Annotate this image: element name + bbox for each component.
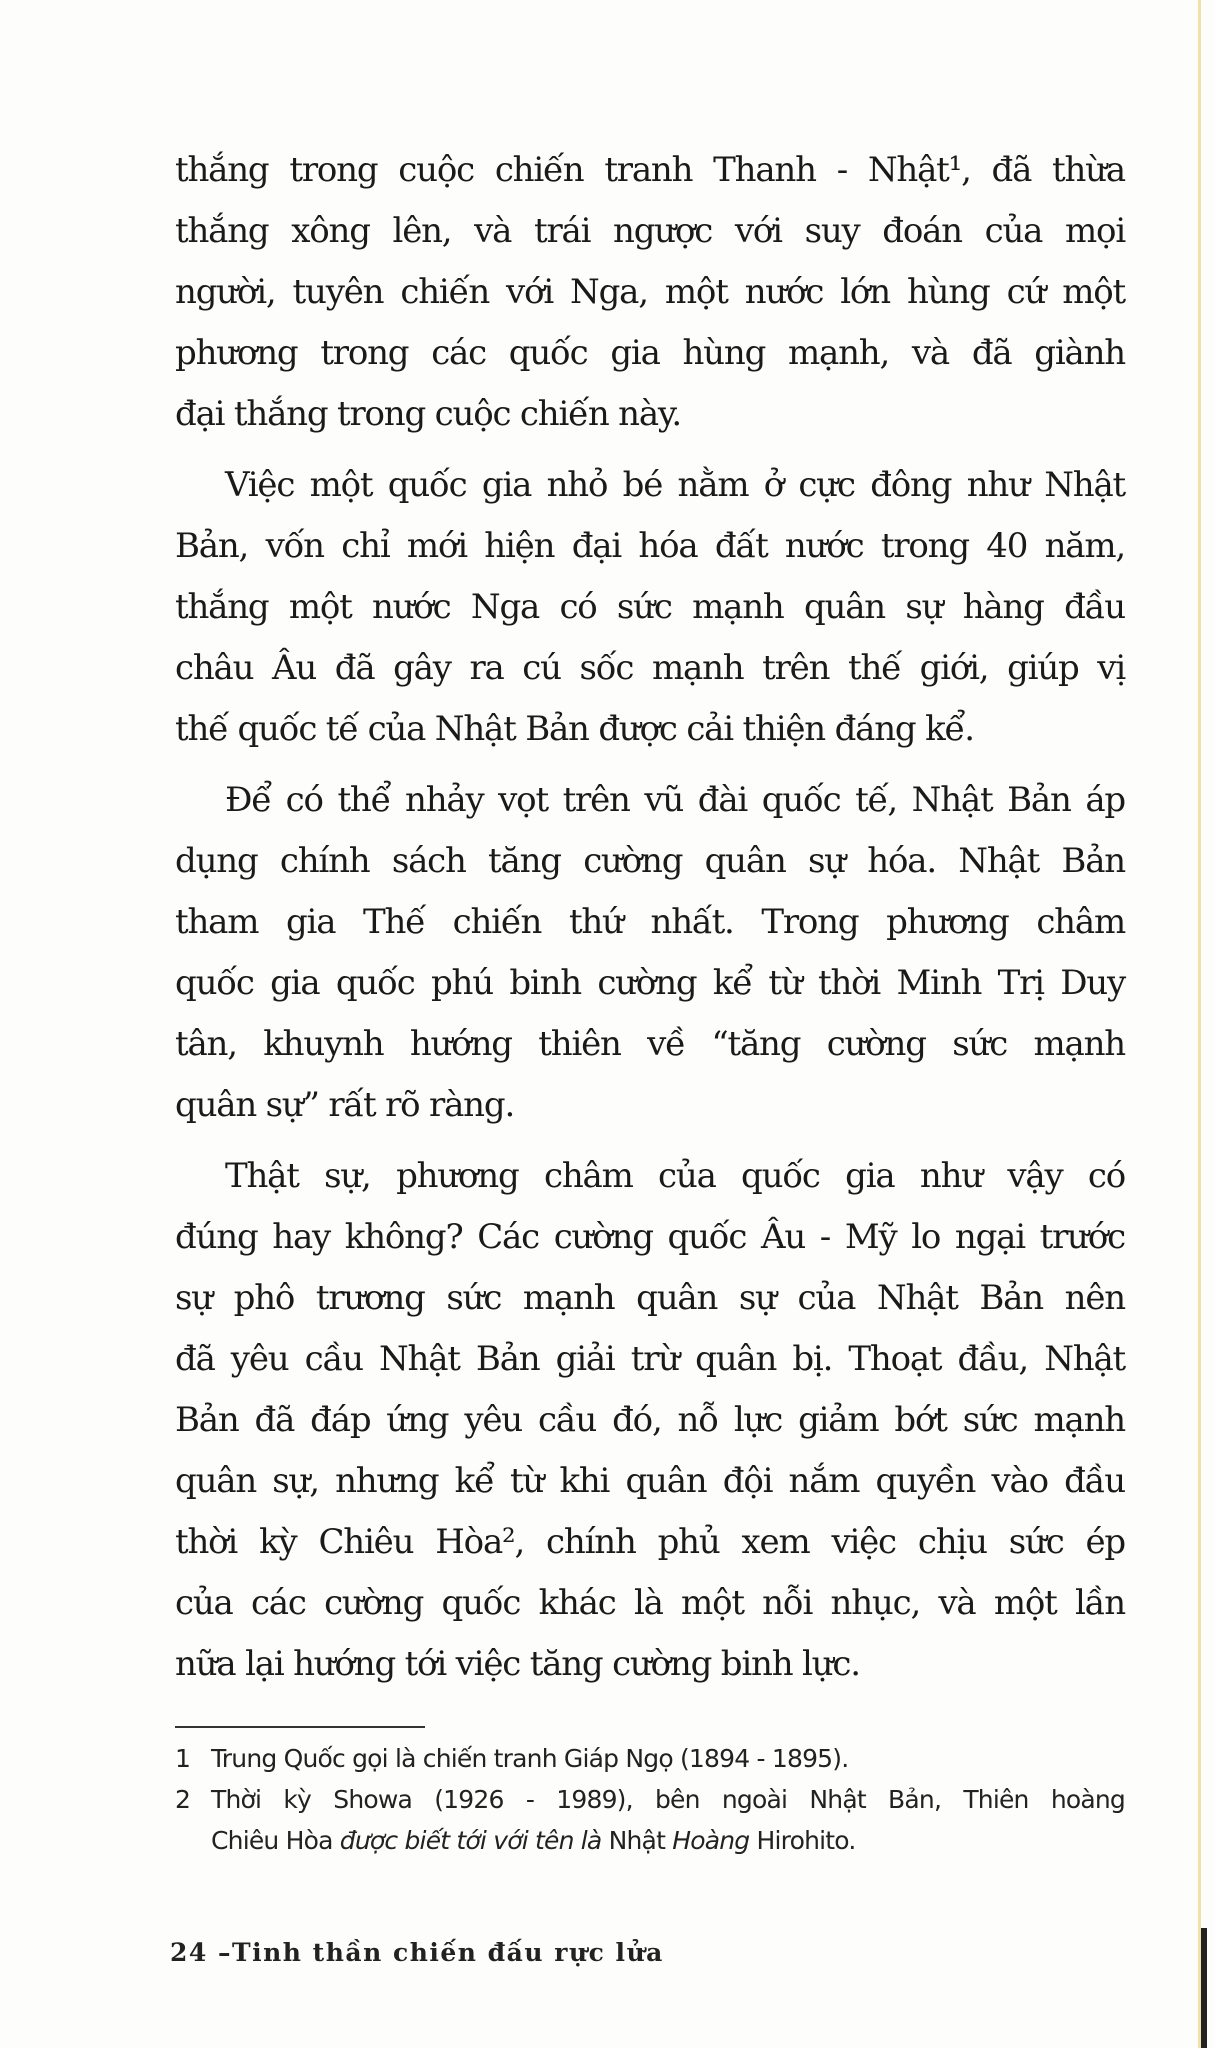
- text-line: tân, khuynh hướng thiên về “tăng cường sức mạnh: [175, 1024, 1125, 1064]
- text-line: phương trong các quốc gia hùng mạnh, và đã giành: [175, 333, 1125, 373]
- text-line: đúng hay không? Các cường quốc Âu - Mỹ lo ngại trước: [175, 1217, 1125, 1257]
- text-line: thắng một nước Nga có sức mạnh quân sự hàng đầu: [175, 587, 1125, 627]
- paragraph: [175, 140, 1125, 445]
- text-line: thế quốc tế của Nhật Bản được cải thiện đáng kể.: [175, 709, 974, 749]
- text-line: đã yêu cầu Nhật Bản giải trừ quân bị. Thoạt đầu, Nhật: [175, 1339, 1125, 1379]
- footnote-segment: Hirohito.: [749, 1826, 856, 1855]
- text-line: tham gia Thế chiến thứ nhất. Trong phương châm: [175, 902, 1125, 942]
- footnote-line: Thời kỳ Showa (1926 - 1989), bên ngoài Nhật Bản, Thiên hoàng: [211, 1785, 1125, 1814]
- page-footer: [170, 1938, 664, 1967]
- page-edge: [1198, 0, 1201, 2048]
- footnote-text: [211, 1779, 1125, 1861]
- text-line: đại thắng trong cuộc chiến này.: [175, 394, 682, 434]
- footnote-text: Trung Quốc gọi là chiến tranh Giáp Ngọ (1894 - 1895).: [211, 1744, 849, 1773]
- footnote-1: [175, 1738, 1125, 1779]
- page-corner-shadow: [1201, 1928, 1207, 2048]
- footnote-segment: Nhật: [601, 1826, 673, 1855]
- paragraph: [175, 1146, 1125, 1695]
- text-line: Việc một quốc gia nhỏ bé nằm ở cực đông như Nhật: [225, 465, 1125, 505]
- text-line: của các cường quốc khác là một nỗi nhục, và một lần: [175, 1583, 1125, 1623]
- text-line: Bản, vốn chỉ mới hiện đại hóa đất nước trong 40 năm,: [175, 526, 1125, 566]
- text-line: Bản đã đáp ứng yêu cầu đó, nỗ lực giảm bớt sức mạnh: [175, 1400, 1125, 1440]
- text-line: sự phô trương sức mạnh quân sự của Nhật Bản nên: [175, 1278, 1125, 1318]
- body-text: [175, 140, 1125, 1705]
- footnotes: [175, 1738, 1125, 1861]
- footnote-italic-segment: được biết tới với tên là: [339, 1826, 602, 1855]
- text-line: nữa lại hướng tới việc tăng cường binh lực.: [175, 1644, 860, 1684]
- text-line: Thật sự, phương châm của quốc gia như vậy có: [225, 1156, 1125, 1196]
- footnote-divider: [175, 1726, 425, 1728]
- text-line: quốc gia quốc phú binh cường kể từ thời Minh Trị Duy: [175, 963, 1125, 1003]
- text-line: dụng chính sách tăng cường quân sự hóa. Nhật Bản: [175, 841, 1125, 881]
- footnote-number: 2: [175, 1785, 191, 1814]
- footer-separator: –: [218, 1938, 233, 1967]
- paragraph: [175, 455, 1125, 760]
- text-line: quân sự, nhưng kể từ khi quân đội nắm quyền vào đầu: [175, 1461, 1125, 1501]
- paragraph: [175, 770, 1125, 1136]
- text-line: quân sự” rất rõ ràng.: [175, 1085, 515, 1125]
- text-line: thời kỳ Chiêu Hòa², chính phủ xem việc chịu sức ép: [175, 1522, 1125, 1562]
- book-title: Tinh thần chiến đấu rực lửa: [232, 1938, 664, 1967]
- text-line: châu Âu đã gây ra cú sốc mạnh trên thế giới, giúp vị: [175, 648, 1125, 688]
- text-line: người, tuyên chiến với Nga, một nước lớn hùng cứ một: [175, 272, 1125, 312]
- footnote-2: [175, 1779, 1125, 1861]
- text-line: thắng xông lên, và trái ngược với suy đoán của mọi: [175, 211, 1125, 251]
- text-line: Để có thể nhảy vọt trên vũ đài quốc tế, Nhật Bản áp: [225, 780, 1125, 820]
- page-number: 24: [170, 1938, 208, 1967]
- footnote-line: [211, 1820, 1125, 1861]
- footnote-number: 1: [175, 1744, 191, 1773]
- footnote-italic-segment: Hoàng: [672, 1826, 750, 1855]
- text-line: thắng trong cuộc chiến tranh Thanh - Nhật¹, đã thừa: [175, 150, 1125, 190]
- footnote-segment: Chiêu Hòa: [211, 1826, 340, 1855]
